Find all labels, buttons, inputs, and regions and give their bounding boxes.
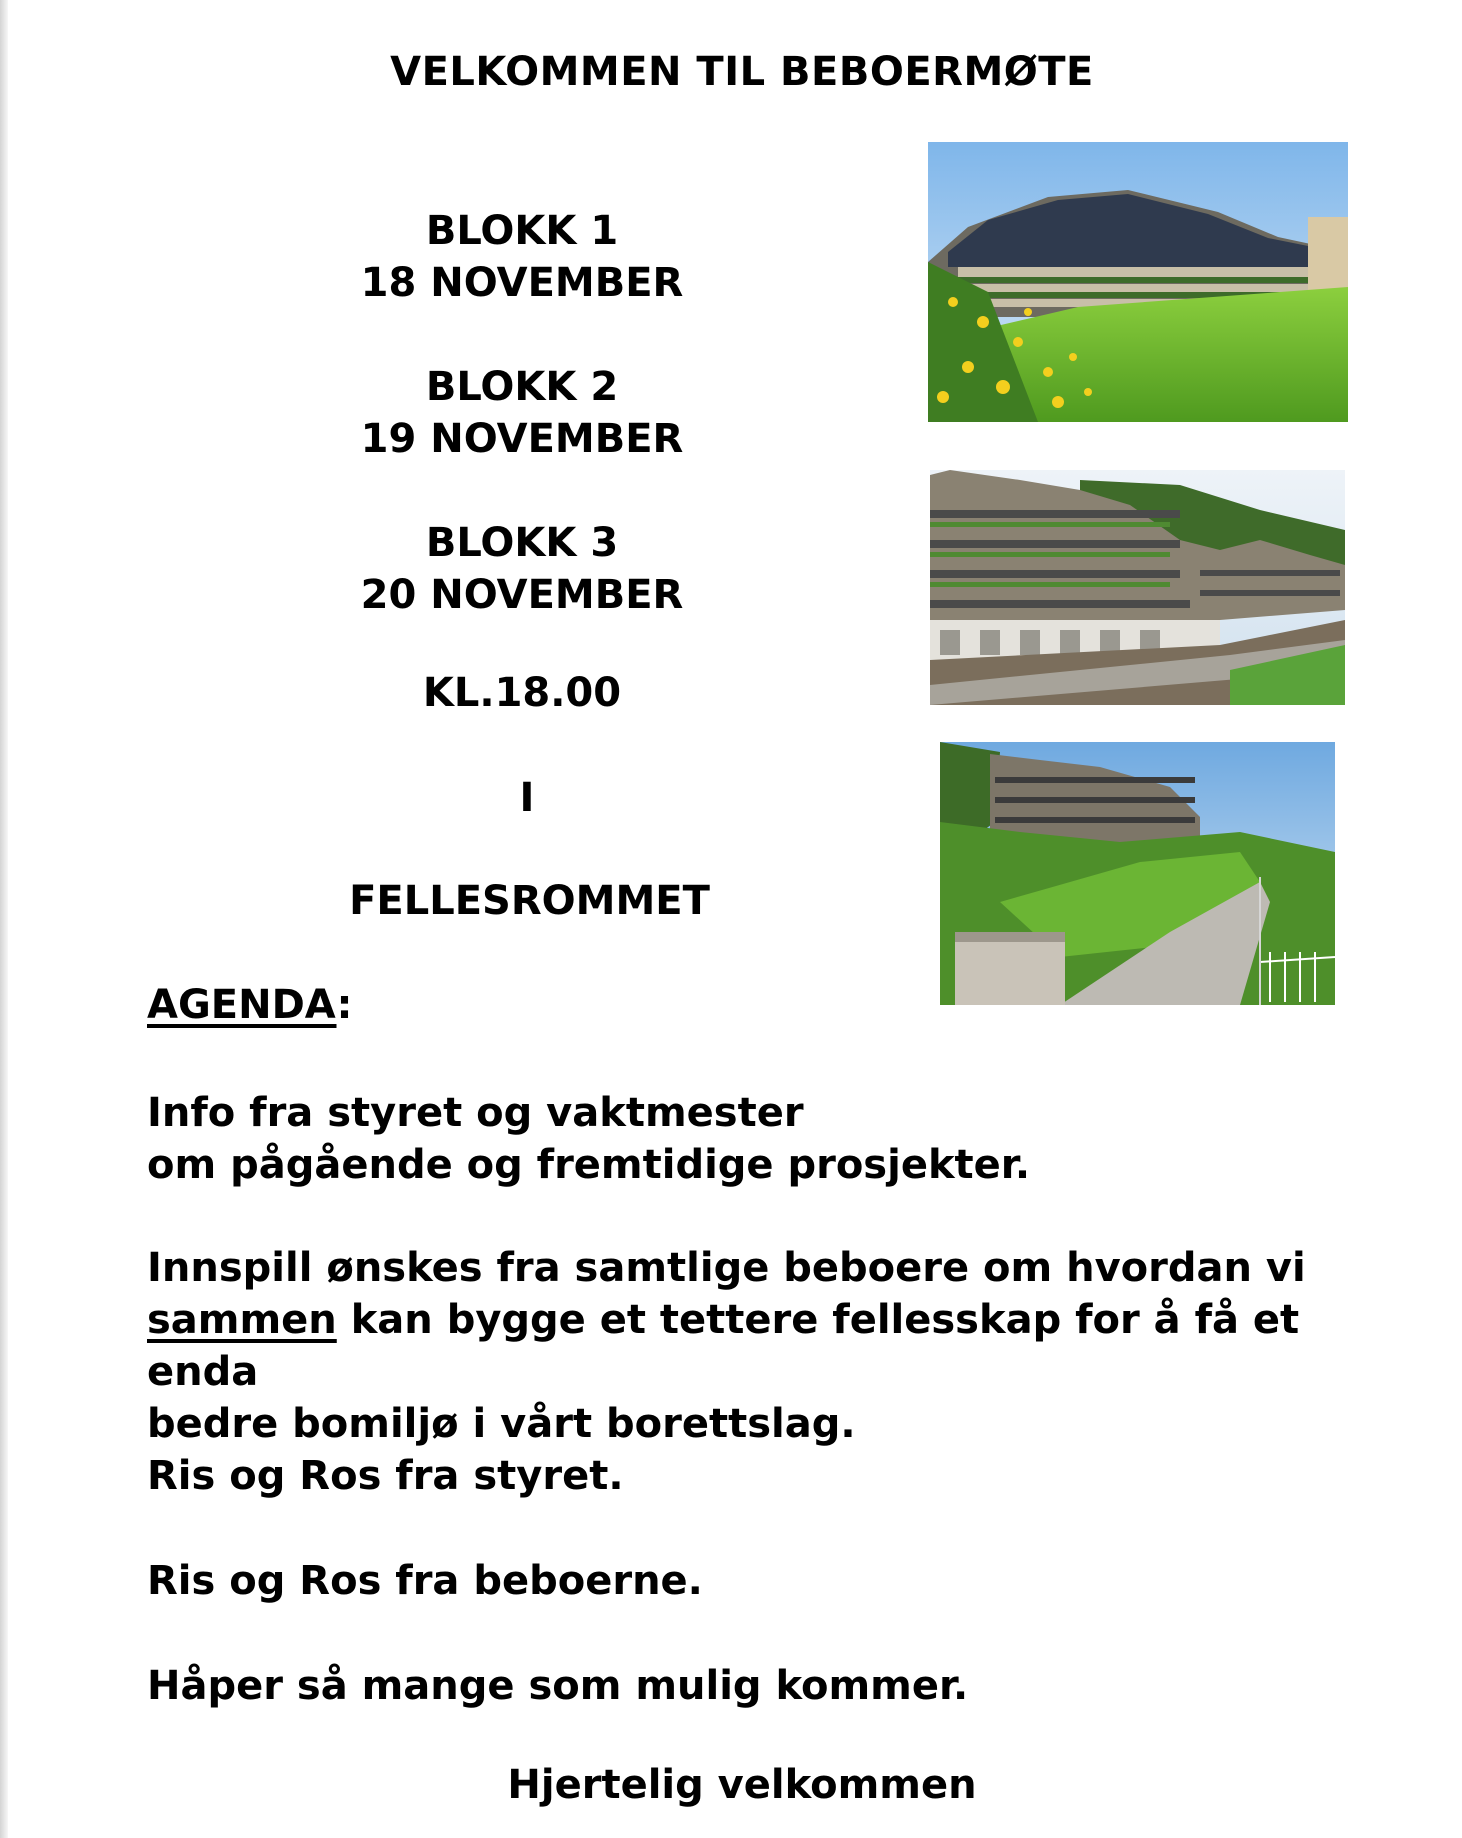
building-photo-road bbox=[930, 470, 1345, 705]
block-1-schedule bbox=[262, 205, 782, 309]
block-schedule bbox=[262, 205, 782, 673]
block-1-date: 18 NOVEMBER bbox=[360, 260, 684, 306]
agenda-item-input-line2-rest: kan bygge et tettere fellesskap for å få et enda bbox=[147, 1297, 1300, 1395]
block-2-date: 19 NOVEMBER bbox=[360, 416, 684, 462]
building-photo-hillside bbox=[940, 742, 1335, 1005]
agenda-item-input-line3: bedre bomiljø i vårt borettslag. bbox=[147, 1401, 856, 1447]
agenda-heading-text: AGENDA bbox=[147, 982, 337, 1028]
block-1-name: BLOKK 1 bbox=[425, 208, 619, 254]
agenda-item-info-line2: om pågående og fremtidige prosjekter. bbox=[147, 1142, 1031, 1188]
agenda-item-info bbox=[147, 1087, 1347, 1191]
agenda-item-ris-ros-board: Ris og Ros fra styret. bbox=[147, 1453, 624, 1499]
block-3-schedule bbox=[262, 517, 782, 621]
block-3-date: 20 NOVEMBER bbox=[360, 572, 684, 618]
building-photo-meadow bbox=[928, 142, 1348, 422]
underlined-word: sammen bbox=[147, 1297, 337, 1343]
place-prefix: I bbox=[519, 775, 535, 821]
agenda-item-ris-ros-residents: Ris og Ros fra beboerne. bbox=[147, 1558, 703, 1604]
block-2-schedule bbox=[262, 361, 782, 465]
agenda-heading bbox=[147, 982, 353, 1028]
block-3-name: BLOKK 3 bbox=[425, 520, 619, 566]
agenda-item-info-line1: Info fra styret og vaktmester bbox=[147, 1090, 804, 1136]
block-2-name: BLOKK 2 bbox=[425, 364, 619, 410]
page-edge-shadow bbox=[0, 0, 8, 1838]
agenda-item-input-line1: Innspill ønskes fra samtlige beboere om hvordan vi bbox=[147, 1245, 1306, 1291]
agenda-heading-colon: : bbox=[336, 982, 353, 1028]
meeting-time: KL.18.00 bbox=[422, 670, 622, 716]
agenda-item-input-line2 bbox=[147, 1294, 1347, 1398]
page-title: VELKOMMEN TIL BEBOERMØTE bbox=[390, 49, 1094, 95]
agenda-item-input bbox=[147, 1242, 1347, 1450]
meeting-place: FELLESROMMET bbox=[349, 878, 710, 924]
closing-greeting: Hjertelig velkommen bbox=[507, 1762, 977, 1808]
agenda-item-hope: Håper så mange som mulig kommer. bbox=[147, 1663, 969, 1709]
